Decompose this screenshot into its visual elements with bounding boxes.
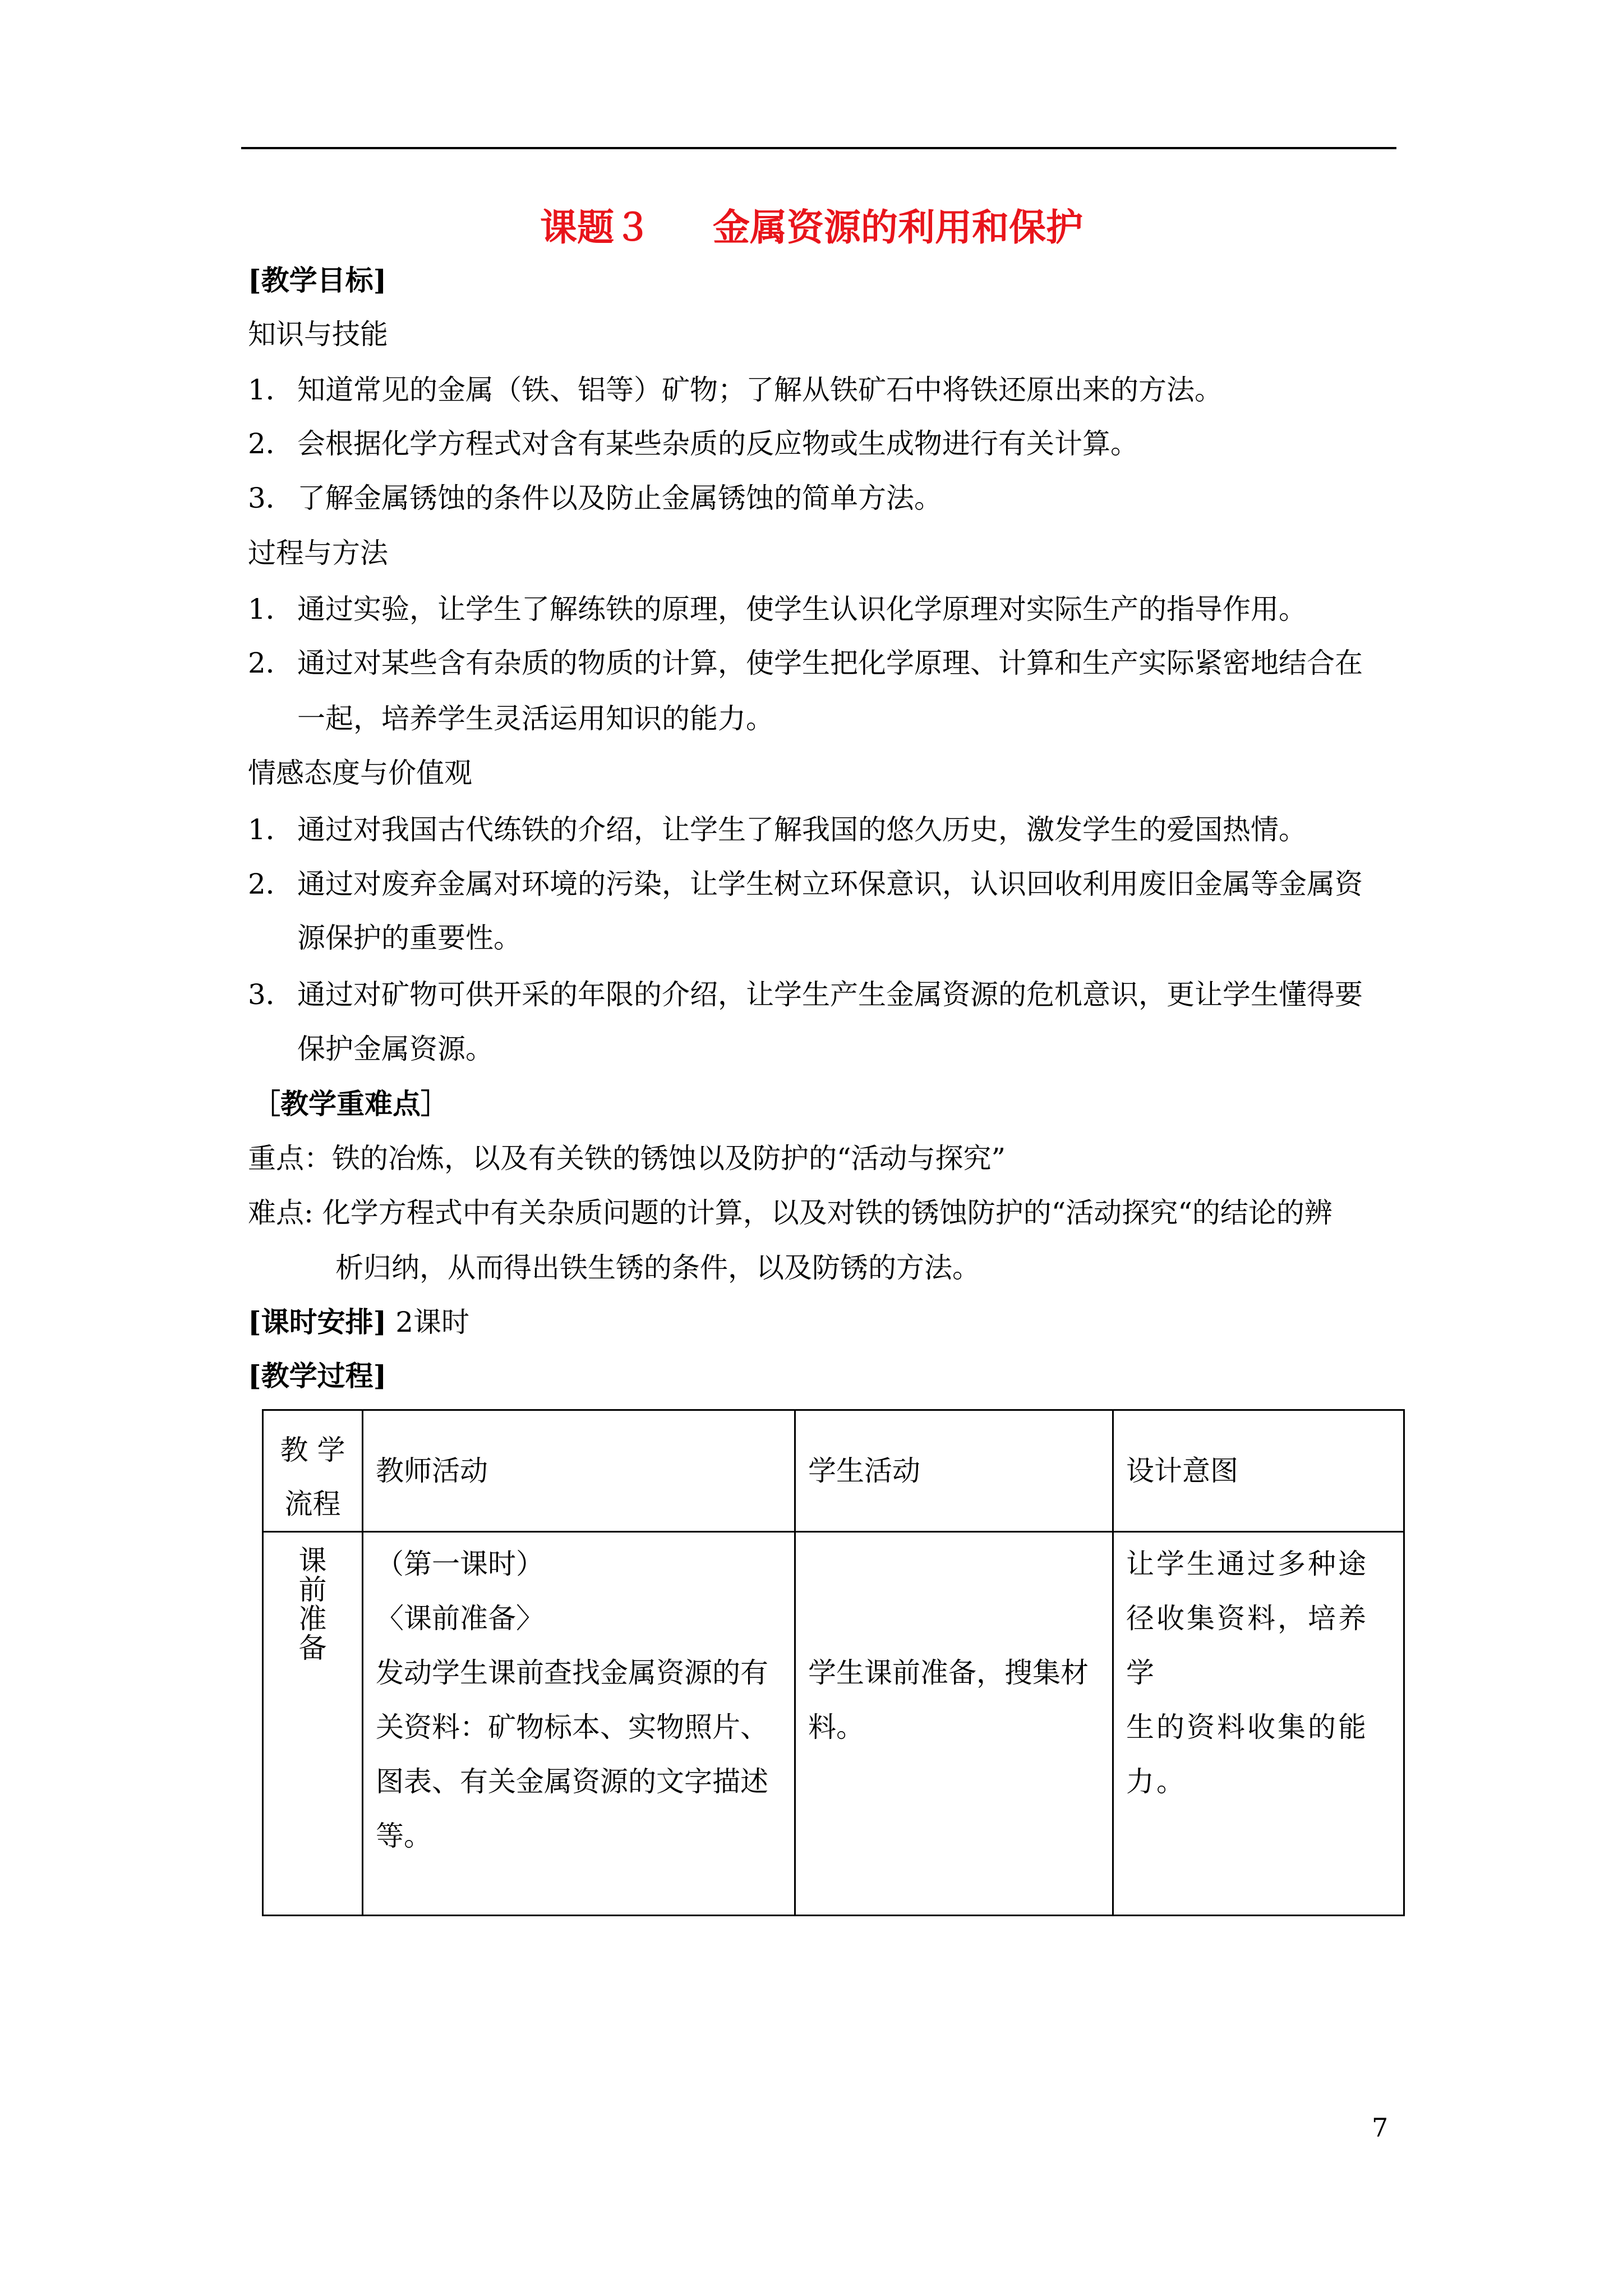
cell-line: 力。 bbox=[1126, 1765, 1187, 1798]
key-heading: ［教学重难点］ bbox=[252, 1087, 449, 1120]
cell-line: 等。 bbox=[376, 1820, 432, 1852]
design-intent-cell bbox=[1113, 1532, 1404, 1916]
header-text: 教 学 bbox=[280, 1434, 345, 1466]
emotion-item: 2． 通过对废弃金属对环境的污染，让学生树立环保意识，认识回收利用废旧金属等金属资 bbox=[248, 868, 1363, 900]
header-text: 流程 bbox=[284, 1488, 341, 1520]
cell-line: 图表、有关金属资源的文字描述 bbox=[376, 1765, 768, 1798]
process-item-continuation: 一起，培养学生灵活运用知识的能力。 bbox=[297, 702, 774, 735]
table-header-row bbox=[263, 1410, 1404, 1532]
process-heading: 过程与方法 bbox=[248, 537, 388, 569]
emotion-item-continuation: 保护金属资源。 bbox=[297, 1033, 494, 1065]
key-point: 重点：铁的冶炼，以及有关铁的锈蚀以及防护的“活动与探究” bbox=[248, 1142, 1006, 1175]
header-cell-intent bbox=[1113, 1410, 1404, 1532]
knowledge-item: 2． 会根据化学方程式对含有某些杂质的反应物或生成物进行有关计算。 bbox=[248, 427, 1138, 460]
difficulty-line: 难点: 化学方程式中有关杂质问题的计算，以及对铁的锈蚀防护的“活动探究“的结论的辨 bbox=[248, 1197, 1332, 1229]
page-title: 课题３ 金属资源的利用和保护 bbox=[540, 205, 1083, 249]
header-cell-teacher bbox=[363, 1410, 795, 1532]
stage-char: 课 bbox=[298, 1544, 327, 1577]
emotion-item: 1． 通过对我国古代练铁的介绍，让学生了解我国的悠久历史，激发学生的爱国热情。 bbox=[248, 813, 1307, 846]
emotion-item: 3． 通过对矿物可供开采的年限的介绍，让学生产生金属资源的危机意识，更让学生懂得要 bbox=[248, 978, 1363, 1011]
header-text: 设计意图 bbox=[1126, 1454, 1238, 1487]
cell-line: 让学生通过多种途 bbox=[1126, 1548, 1368, 1580]
cell-line: 学生课前准备，搜集材 bbox=[808, 1657, 1089, 1689]
teacher-activity-cell bbox=[363, 1532, 795, 1916]
teaching-process-table bbox=[262, 1409, 1405, 1916]
knowledge-item: 1． 知道常见的金属（铁、铝等）矿物；了解从铁矿石中将铁还原出来的方法。 bbox=[248, 374, 1223, 406]
objectives-heading: [教学目标] bbox=[248, 264, 387, 297]
header-text: 学生活动 bbox=[808, 1454, 920, 1487]
cell-line: 发动学生课前查找金属资源的有 bbox=[376, 1657, 768, 1689]
header-rule bbox=[241, 147, 1396, 149]
emotion-heading: 情感态度与价值观 bbox=[248, 757, 472, 789]
stage-char: 准 bbox=[298, 1603, 327, 1635]
knowledge-heading: 知识与技能 bbox=[248, 318, 388, 351]
process-item: 2． 通过对某些含有杂质的物质的计算，使学生把化学原理、计算和生产实际紧密地结合在 bbox=[248, 647, 1363, 679]
cell-line: 料。 bbox=[808, 1711, 864, 1743]
stage-char: 备 bbox=[298, 1632, 327, 1664]
emotion-item-continuation: 源保护的重要性。 bbox=[297, 922, 522, 954]
process-table-heading: [教学过程] bbox=[248, 1359, 387, 1392]
process-item: 1． 通过实验，让学生了解练铁的原理，使学生认识化学原理对实际生产的指导作用。 bbox=[248, 593, 1307, 625]
cell-line: 径收集资料，培养学 bbox=[1126, 1602, 1368, 1689]
cell-line: 〈课前准备〉 bbox=[376, 1602, 544, 1635]
cell-line: （第一课时） bbox=[376, 1548, 544, 1580]
knowledge-item: 3． 了解金属锈蚀的条件以及防止金属锈蚀的简单方法。 bbox=[248, 482, 942, 514]
stage-cell bbox=[263, 1532, 363, 1916]
header-cell-flow bbox=[263, 1410, 363, 1532]
header-text: 教师活动 bbox=[376, 1454, 488, 1487]
cell-line: 生的资料收集的能 bbox=[1126, 1711, 1368, 1743]
cell-line: 关资料：矿物标本、实物照片、 bbox=[376, 1711, 768, 1743]
table-row bbox=[263, 1532, 1404, 1916]
schedule: [课时安排] 2课时 bbox=[248, 1305, 470, 1338]
student-activity-cell bbox=[795, 1532, 1113, 1916]
header-cell-student bbox=[795, 1410, 1113, 1532]
stage-char: 前 bbox=[298, 1573, 327, 1606]
page-number: 7 bbox=[1372, 2113, 1389, 2143]
difficulty-line: 析归纳，从而得出铁生锈的条件，以及防锈的方法。 bbox=[335, 1251, 980, 1284]
